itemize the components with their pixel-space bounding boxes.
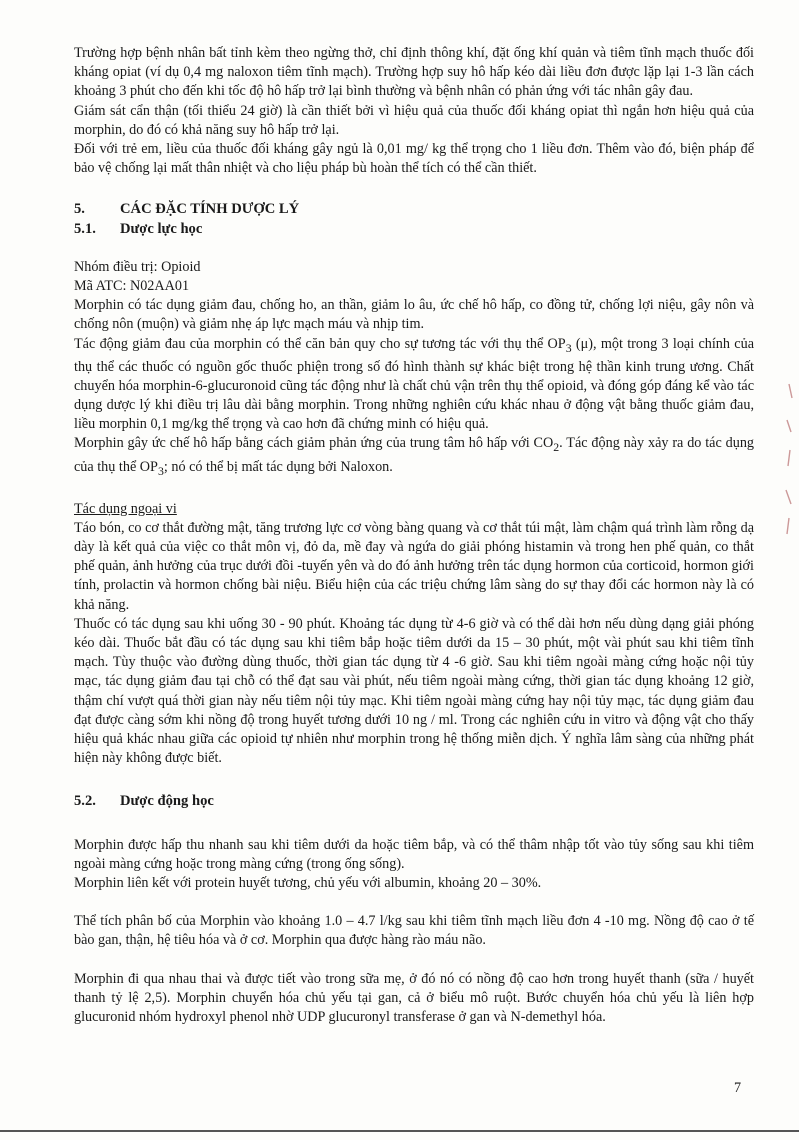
- intro-paragraph-1: Trường hợp bệnh nhân bất tỉnh kèm theo ngừng thở, chỉ định thông khí, đặt ống khí quản và tiêm tĩnh mạch thuốc đối kháng opiat (ví dụ 0,4 mg naloxon tiêm tĩnh mạch). Trường hợp suy hô hấp kéo dài liều đơn được lặp lại 1-3 lần cách khoảng 3 phút cho đến khi tốc độ hô hấp trở lại bình thường và bệnh nhân có phản ứng với tác nhân gây đau.: [74, 45, 754, 100]
- document-page: [74, 44, 754, 1027]
- pk-paragraph-2: Morphin liên kết với protein huyết tương, chủ yếu với albumin, khoảng 20 – 30%.: [74, 875, 542, 891]
- section-5-1-heading: [74, 220, 754, 239]
- pd-paragraph-1: Morphin có tác dụng giảm đau, chống ho, an thần, giảm lo âu, ức chế hô hấp, co đồng tử, chống lợi niệu, gây nôn và chống nôn (muộn) và giảm nhẹ áp lực mạch máu và nhịp tim.: [74, 297, 754, 333]
- section-5-2-title: Dược động học: [120, 793, 214, 810]
- page-number: 7: [734, 1080, 742, 1096]
- section-5-2-heading: [74, 792, 754, 811]
- section-5-1-title: Dược lực học: [120, 220, 203, 237]
- stamp-edge-mark: [783, 380, 793, 540]
- scan-bottom-edge: [0, 1130, 799, 1132]
- pk-paragraph-3: Thể tích phân bố của Morphin vào khoảng 1.0 – 4.7 l/kg sau khi tiêm tĩnh mạch liều đơn 4 -10 mg. Nồng độ cao ở tế bào gan, thận, hệ tiêu hóa và ở cơ. Morphin qua được hàng rào máu não.: [74, 913, 754, 949]
- therapeutic-group: Nhóm điều trị: Opioid: [74, 258, 201, 275]
- section-5-number: 5.: [74, 201, 85, 218]
- peripheral-effects-paragraph-2: Thuốc có tác dụng sau khi uống 30 - 90 phút. Khoảng tác dụng từ 4-6 giờ và có thể dài hơn nếu dùng dạng giải phóng kéo dài. Thuốc bắt đầu có tác dụng sau khi tiêm bắp hoặc tiêm dưới da 15 – 30 phút, một vài phút sau khi tiêm tĩnh mạch. Tùy thuộc vào đường dùng thuốc, thời gian tác dụng từ 4 -6 giờ. Sau khi tiêm ngoài màng cứng hoặc nội tủy mạc, tác dụng giảm đau tại chỗ có thể đạt sau vài phút, nếu tiêm ngoài màng cứng, thời gian tác dụng khoảng 12 giờ, thậm chí vượt quá thời gian này nếu tiêm nội tủy mạc. Khi tiêm ngoài màng cứng hay nội tủy mạc, tác dụng giảm đau đạt được càng sớm khi nồng độ trong huyết tương dưới 10 ng / ml. Trong các nghiên cứu in vitro và động vật cho thấy hiệu quả khác nhau giữa các opioid tự nhiên như morphin trong hệ thống miễn dịch. Ý nghĩa lâm sàng của những phát hiện này không được biết.: [74, 615, 754, 767]
- pk-paragraph-1: Morphin được hấp thu nhanh sau khi tiêm dưới da hoặc tiêm bắp, và có thể thâm nhập tốt vào tủy sống sau khi tiêm ngoài màng cứng hoặc trong màng cứng (trong ống sống).: [74, 836, 754, 872]
- peripheral-effects-paragraph-1: Táo bón, co cơ thắt đường mật, tăng trương lực cơ vòng bàng quang và cơ thắt túi mật, làm chậm quá trình làm rỗng dạ dày là kết quả của việc co thắt môn vị, đỏ da, mề đay và ngứa do giải phóng histamin và trong hen phế quản, co thắt phế quản, ảnh hưởng của trục dưới đồi -tuyến yên và do đó ảnh hưởng trên tác dụng hormon của corticoid, hormon giới tính, prolactin và hormon chống bài niệu. Biểu hiện của các triệu chứng lâm sàng do sự thay đổi các hormon này là có khả năng.: [74, 519, 754, 613]
- section-5-2-number: 5.2.: [74, 793, 96, 810]
- intro-paragraph-2: Giám sát cẩn thận (tối thiểu 24 giờ) là cần thiết bởi vì hiệu quả của thuốc đối kháng opiat thì ngắn hơn hiệu quả của morphin, do đó có khả năng suy hô hấp trở lại.: [74, 102, 754, 138]
- intro-paragraph-3: Đối với trẻ em, liều của thuốc đối kháng gây ngủ là 0,01 mg/ kg thể trọng cho 1 liều đơn. Thêm vào đó, biện pháp để bảo vệ chống lại mất thân nhiệt và cho liệu pháp bù hoàn thể tích có thể cần thiết.: [74, 141, 754, 177]
- section-5-title: CÁC ĐẶC TÍNH DƯỢC LÝ: [120, 201, 300, 218]
- section-5-heading: [74, 200, 754, 219]
- pd-paragraph-3: Morphin gây ức chế hô hấp bằng cách giảm phản ứng của trung tâm hô hấp với $CO_2$. Tác động này xảy ra do tác dụng của thụ thể $OP_3$; nó có thể bị mất tác dụng bởi Naloxon.: [74, 435, 755, 478]
- pk-paragraph-4: Morphin đi qua nhau thai và được tiết vào trong sữa mẹ, ở đó nó có nồng độ cao hơn trong huyết thanh (sữa / huyết thanh tỷ lệ 2,5). Morphin chuyển hóa chủ yếu tại gan, cả ở biểu mô ruột. Bước chuyển hóa chủ yếu là liên hợp glucuronid nhóm hydroxyl phenol nhờ UDP glucuronyl transferase ở gan và N-demethyl hóa.: [74, 970, 754, 1026]
- peripheral-effects-heading: Tác dụng ngoại vi: [74, 500, 177, 517]
- pd-paragraph-2: Tác động giảm đau của morphin có thể căn bản quy cho sự tương tác với thụ thể $OP_3$ (μ), một trong 3 loại chính của thụ thể các thuốc có nguồn gốc thuốc phiện trong số đó hình thành sự khác biệt trong hệ thần kinh trung ương. Chất chuyển hóa morphin-6-glucuronoid cũng tác động như là chất chủ vận trên thụ thể opioid, và đóng góp đáng kể vào tác dụng dược lý khi điều trị lâu dài bằng morphin. Trong những nghiên cứu khác nhau ở động vật bằng thuốc giảm đau, liều morphin 0,1 mg/kg thể trọng và cao hơn đã chứng minh có hiệu quả.: [74, 335, 754, 433]
- atc-code: Mã ATC: N02AA01: [74, 278, 190, 295]
- section-5-1-number: 5.1.: [74, 220, 96, 237]
